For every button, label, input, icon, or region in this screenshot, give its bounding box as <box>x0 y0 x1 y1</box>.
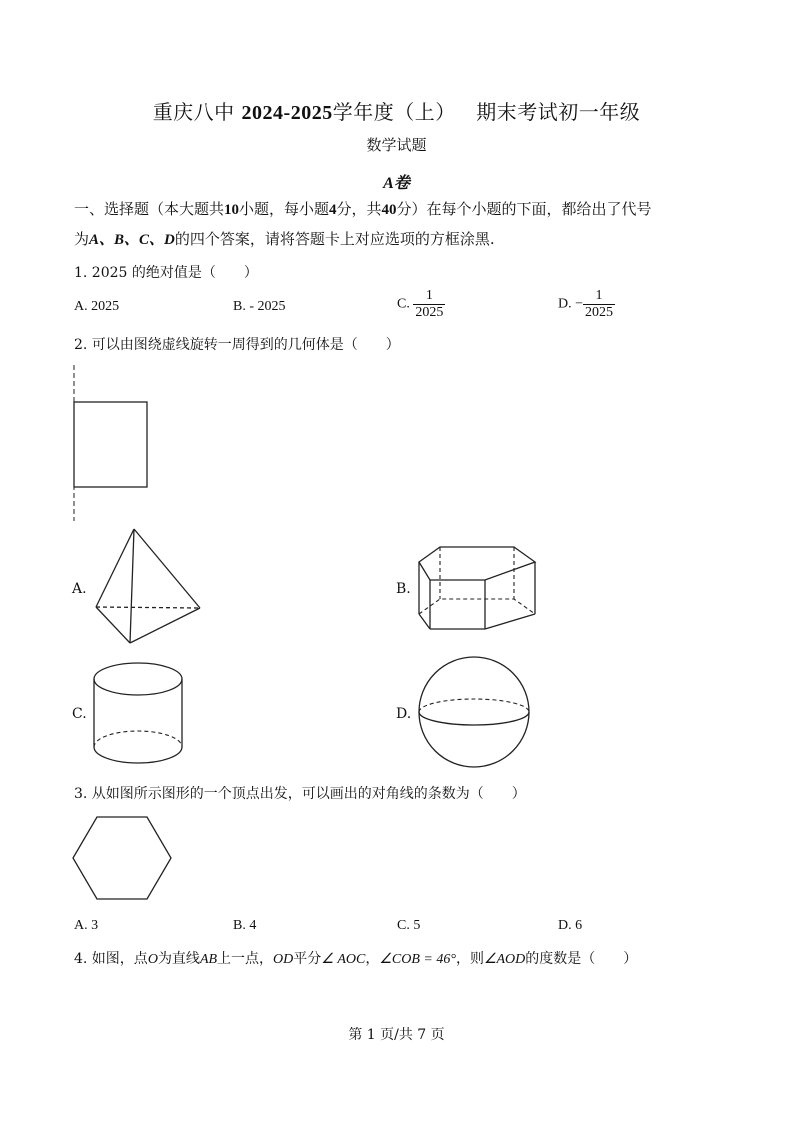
q4-text-mid4: ，则 <box>455 951 484 967</box>
q1-option-b: B. - 2025 <box>233 299 286 314</box>
q1-c-denominator: 2025 <box>415 305 444 320</box>
q4-comma: ， <box>365 951 380 967</box>
q4-angle-cob: ∠COB = 46° <box>379 952 456 967</box>
title-term: 学年度（上） <box>332 100 456 124</box>
q3-option-b: B. 4 <box>233 918 257 933</box>
subject-subtitle: 数学试题 <box>366 136 427 154</box>
q4-angle-aod: ∠AOD <box>483 952 526 967</box>
instr-text-a: 一、选择题（本大题共 <box>74 200 225 218</box>
title-exam: 期末考试初一年级 <box>476 100 641 124</box>
q2-option-b-label: B. <box>396 581 411 597</box>
q4-stem <box>74 948 637 968</box>
instr-text-e: 为 <box>74 230 90 248</box>
q3-stem: 3. 从如图所示图形的一个顶点出发，可以画出的对角线的条数为（ ） <box>74 786 526 802</box>
instr-text-d: 分）在每个小题的下面，都给出了代号 <box>396 200 652 218</box>
q4-angle-aoc: ∠ AOC <box>321 952 366 967</box>
section-heading <box>0 170 793 193</box>
q1-option-a: A. 2025 <box>74 299 120 314</box>
q1-option-c-fraction <box>413 288 445 321</box>
instructions-line-2 <box>74 228 495 251</box>
instr-text-f: 的四个答案，请将答题卡上对应选项的方框涂黑. <box>174 230 495 248</box>
q2-option-a-label: A. <box>72 581 87 597</box>
page-title <box>0 96 793 125</box>
q2-option-b-hexagonal-prism <box>416 543 541 635</box>
q1-option-d-fraction <box>583 288 615 321</box>
q1-option-d <box>558 288 615 321</box>
q2-option-c-cylinder <box>90 660 190 770</box>
q1-option-d-sign: − <box>575 296 584 312</box>
q4-text-suffix: 的度数是（ ） <box>525 951 638 967</box>
q4-ray-od: OD <box>273 952 294 967</box>
q1-option-c-label: C. <box>397 296 410 312</box>
instr-points-total: 40 <box>381 202 397 218</box>
q3-option-d: D. 6 <box>558 918 583 933</box>
title-school: 重庆八中 <box>152 100 235 124</box>
instr-count: 10 <box>224 202 240 218</box>
q1-option-c <box>397 288 445 321</box>
title-year: 2024-2025 <box>241 102 333 124</box>
section-label: A卷 <box>383 175 410 192</box>
regular-hexagon <box>73 817 171 899</box>
q4-point-o: O <box>147 952 158 967</box>
q2-rectangle-figure <box>70 365 160 525</box>
q1-option-d-label: D. <box>558 296 572 312</box>
page-footer: 第 1 页/共 7 页 <box>348 1027 445 1043</box>
q4-line-ab: AB <box>199 952 218 967</box>
q1-c-numerator: 1 <box>425 288 433 303</box>
q2-option-c-label: C. <box>72 706 87 722</box>
q4-text-mid1: 为直线 <box>157 951 200 967</box>
q2-stem: 2. 可以由图绕虚线旋转一周得到的几何体是（ ） <box>74 337 400 353</box>
instr-text-c: 分，共 <box>336 200 382 218</box>
q3-option-a: A. 3 <box>74 918 99 933</box>
q4-text-prefix: 4. 如图，点 <box>74 951 148 967</box>
instr-letters: A、B、C、D <box>89 232 175 248</box>
instr-points-each: 4 <box>329 202 337 218</box>
instr-text-b: 小题，每小题 <box>239 200 330 218</box>
q2-option-a-pyramid <box>90 526 205 646</box>
q1-stem: 1. 2025 的绝对值是（ ） <box>74 265 258 281</box>
q4-text-mid2: 上一点， <box>217 951 274 967</box>
q1-d-denominator: 2025 <box>585 305 614 320</box>
rotated-rectangle <box>74 402 147 487</box>
q4-text-mid3: 平分 <box>293 951 322 967</box>
q2-option-d-sphere <box>416 655 536 771</box>
instructions-line-1 <box>74 198 652 221</box>
q1-d-numerator: 1 <box>595 288 603 303</box>
q3-option-c: C. 5 <box>397 918 421 933</box>
q3-hexagon-figure <box>70 813 174 903</box>
q2-option-d-label: D. <box>396 706 412 722</box>
